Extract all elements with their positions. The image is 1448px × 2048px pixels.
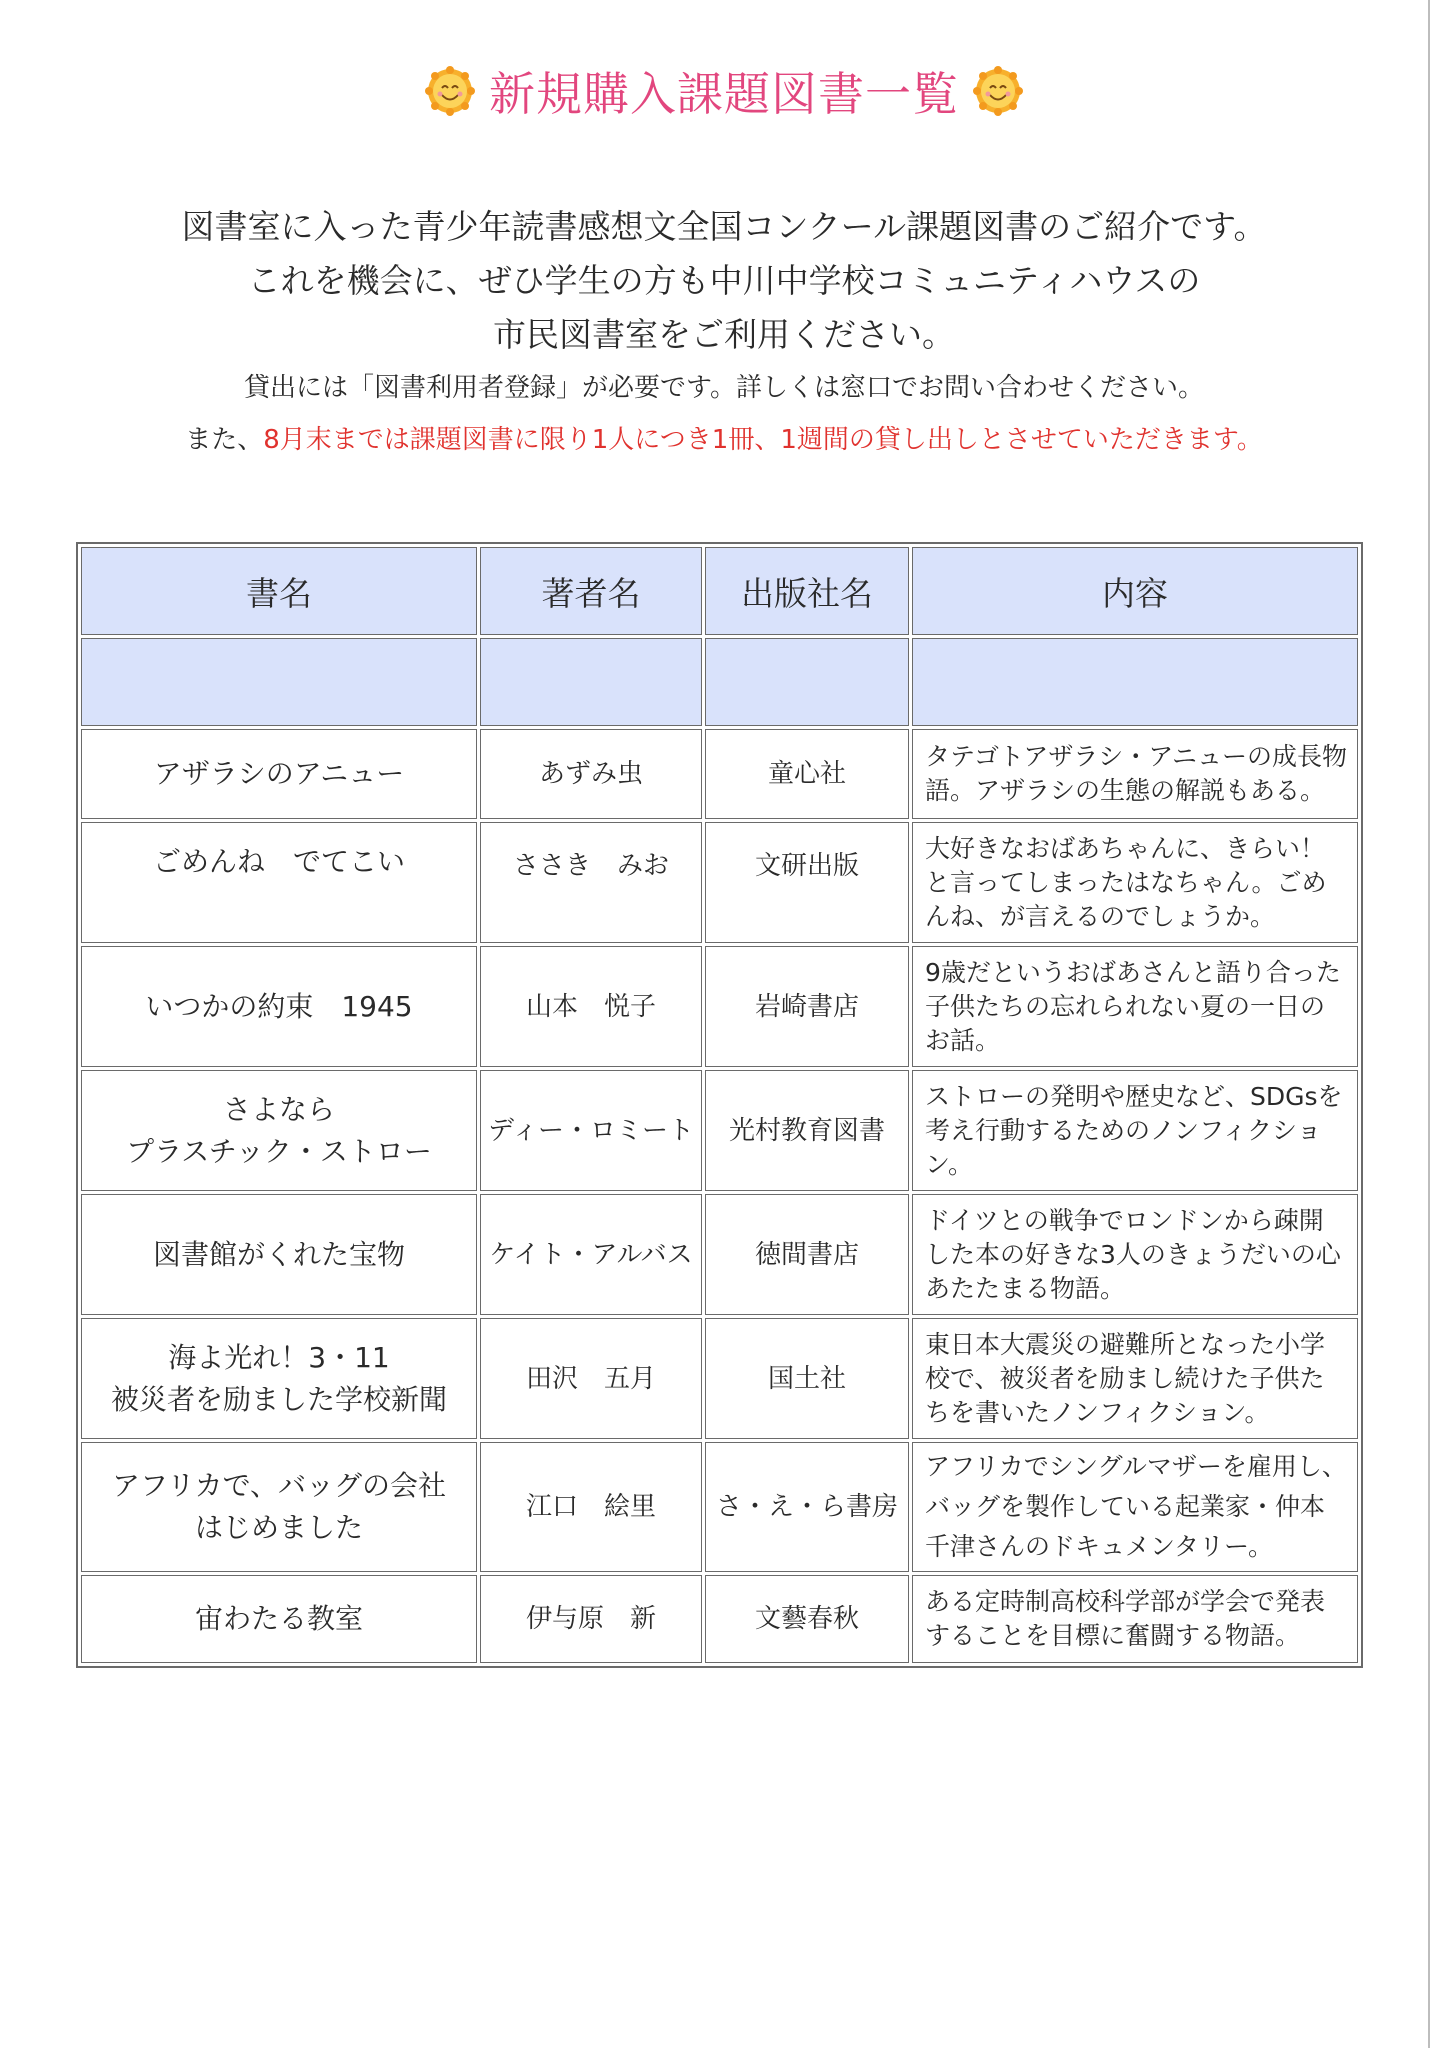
book-title: さよなら プラスチック・ストロー (81, 1070, 477, 1191)
book-content: ストローの発明や歴史など、SDGsを考え行動するためのノンフィクション。 (912, 1070, 1358, 1191)
table-row (81, 946, 1358, 1067)
intro-line-2: これを機会に、ぜひ学生の方も中川中学校コミュニティハウスの (247, 261, 1201, 300)
book-table (76, 542, 1363, 1668)
intro-line-1: 図書室に入った青少年読書感想文全国コンクール課題図書のご紹介です。 (181, 207, 1267, 246)
book-content: ドイツとの戦争でロンドンから疎開した本の好きな3人のきょうだいの心あたたまる物語。 (912, 1194, 1358, 1315)
book-author: あずみ虫 (480, 729, 702, 819)
header-author: 著者名 (480, 547, 702, 635)
book-publisher: 文研出版 (705, 822, 909, 943)
book-publisher: さ・え・ら書房 (705, 1442, 909, 1572)
book-title: 宙わたる教室 (81, 1575, 477, 1663)
header-content: 内容 (912, 547, 1358, 635)
table-header-row (81, 547, 1358, 635)
book-publisher: 国土社 (705, 1318, 909, 1439)
book-title: 海よ光れ！3・11 被災者を励ました学校新聞 (81, 1318, 477, 1439)
book-author: 伊与原 新 (480, 1575, 702, 1663)
book-content: タテゴトアザラシ・アニューの成長物語。アザラシの生態の解説もある。 (912, 729, 1358, 819)
table-row (81, 822, 1358, 943)
intro-line-4: 貸出には「図書利用者登録」が必要です。詳しくは窓口でお問い合わせください。 (244, 373, 1204, 403)
book-title: 図書館がくれた宝物 (81, 1194, 477, 1315)
book-author: ケイト・アルバス (480, 1194, 702, 1315)
book-title: いつかの約束 1945 (81, 946, 477, 1067)
table-row (81, 1442, 1358, 1572)
smiley-sun-icon (425, 66, 475, 116)
book-author: ささき みお (480, 822, 702, 943)
book-author: 田沢 五月 (480, 1318, 702, 1439)
loan-note-highlight: 8月末までは課題図書に限り1人につき1冊、1週間の貸し出しとさせていただきます。 (263, 425, 1263, 455)
table-row (81, 1194, 1358, 1315)
table-row (81, 1318, 1358, 1439)
book-publisher: 文藝春秋 (705, 1575, 909, 1663)
book-content: ある定時制高校科学部が学会で発表することを目標に奮闘する物語。 (912, 1575, 1358, 1663)
smiley-sun-icon (973, 66, 1023, 116)
book-content: 大好きなおばあちゃんに、きらい！と言ってしまったはなちゃん。ごめんね、が言えるのでしょうか。 (912, 822, 1358, 943)
book-content: 東日本大震災の避難所となった小学校で、被災者を励まし続けた子供たちを書いたノンフィクション。 (912, 1318, 1358, 1439)
loan-note (0, 420, 1448, 460)
book-publisher: 光村教育図書 (705, 1070, 909, 1191)
book-title: アフリカで、バッグの会社 はじめました (81, 1442, 477, 1572)
title-bar (0, 58, 1448, 124)
book-title: ごめんね でてこい (81, 822, 477, 943)
book-content: 9歳だというおばあさんと語り合った子供たちの忘れられない夏の一日のお話。 (912, 946, 1358, 1067)
book-author: 山本 悦子 (480, 946, 702, 1067)
book-publisher: 童心社 (705, 729, 909, 819)
book-title: アザラシのアニュー (81, 729, 477, 819)
intro-line-3: 市民図書室をご利用ください。 (493, 315, 955, 354)
header-title: 書名 (81, 547, 477, 635)
book-content: アフリカでシングルマザーを雇用し、バッグを製作している起業家・仲本千津さんのドキュメンタリー。 (912, 1442, 1358, 1572)
table-blank-row (81, 638, 1358, 726)
book-author: 江口 絵里 (480, 1442, 702, 1572)
intro-text (0, 200, 1448, 460)
table-row (81, 729, 1358, 819)
book-publisher: 徳間書店 (705, 1194, 909, 1315)
page-title: 新規購入課題図書一覧 (489, 67, 959, 121)
book-publisher: 岩崎書店 (705, 946, 909, 1067)
table-row (81, 1070, 1358, 1191)
book-author: ディー・ロミート (480, 1070, 702, 1191)
table-row (81, 1575, 1358, 1663)
loan-note-prefix: また、 (185, 425, 264, 455)
header-publisher: 出版社名 (705, 547, 909, 635)
